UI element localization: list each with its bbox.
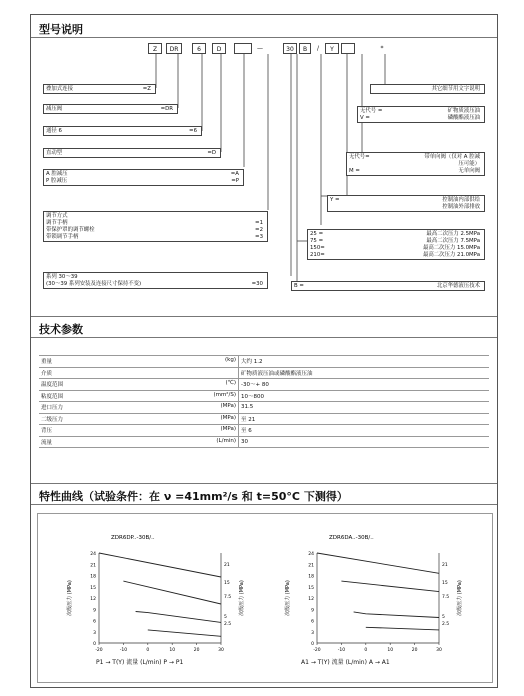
document-frame [30, 14, 498, 688]
y2-tick-label: 2.5 [224, 622, 232, 628]
code-field: D [212, 43, 226, 54]
desc-box-connection: 叠加式连接 =Z [43, 84, 156, 94]
param-name: 进口压力 [41, 405, 64, 412]
desc-box-direct: 直动型 =D [43, 148, 221, 158]
param-cell [39, 402, 239, 414]
param-name: 粘度范围 [41, 393, 64, 400]
series-line [341, 581, 439, 592]
param-name: 流量 [41, 439, 53, 446]
divider [31, 504, 497, 505]
y2-tick-label: 15 [224, 580, 230, 586]
chart-title: ZDR6DA..-30B/.. [329, 535, 374, 541]
param-value: 10～800 [239, 390, 490, 402]
x-tick-label: 20 [193, 648, 200, 653]
curves-section-title: 特性曲线（试验条件：在 ν =41mm²/s 和 t=50°C 下测得） [39, 490, 348, 503]
tech-params-table [39, 355, 489, 448]
y-tick-label: 0 [311, 642, 314, 647]
y-axis-label: 次级压力 (MPa) [285, 580, 291, 616]
desc-box-series: 系列 30～39 (30～39 系列安装及连接尺寸保持不变) =30 [43, 272, 268, 289]
y-tick-label: 12 [90, 597, 96, 602]
code-field: DR [166, 43, 182, 54]
param-value: 31.5 [239, 402, 490, 414]
table-row [39, 425, 489, 437]
y2-tick-label: 15 [442, 580, 448, 586]
series-line [148, 630, 221, 636]
param-value: 30 [239, 436, 490, 448]
chart-zdr6da [269, 525, 469, 655]
param-unit: (MPa) [220, 403, 236, 410]
y-tick-label: 9 [93, 608, 96, 614]
code-field: — [257, 45, 263, 52]
desc-box-valve-type: 减压阀 =DR [43, 104, 178, 114]
param-cell [39, 413, 239, 425]
x-tick-label: 10 [169, 648, 176, 653]
param-name: 介质 [41, 370, 53, 377]
param-value: -30～+ 80 [239, 379, 490, 391]
y2-tick-label: 7.5 [224, 595, 232, 601]
param-cell [39, 436, 239, 448]
param-unit: (kg) [225, 357, 236, 364]
x-tick-label: 0 [146, 648, 150, 653]
param-name: 重量 [41, 359, 53, 366]
table-row [39, 367, 489, 379]
param-cell [39, 379, 239, 391]
series-line [123, 581, 221, 604]
x-tick-label: 20 [411, 648, 418, 653]
y2-tick-label: 7.5 [442, 595, 450, 601]
divider [31, 337, 497, 338]
divider [31, 483, 497, 484]
y2-tick-label: 21 [442, 562, 448, 568]
param-value: 矿物质液压油或磷酸酯液压油 [239, 367, 490, 379]
y-tick-label: 3 [93, 630, 96, 636]
param-unit: (mm²/S) [213, 391, 236, 398]
table-row [39, 436, 489, 448]
y-axis-label: 次级压力 (MPa) [67, 580, 73, 616]
param-cell [39, 367, 239, 379]
table-row [39, 356, 489, 368]
table-row [39, 390, 489, 402]
param-cell [39, 425, 239, 437]
param-unit: (L/min) [216, 437, 236, 444]
x-tick-label: 10 [387, 648, 394, 653]
x-tick-label: -10 [337, 648, 346, 653]
model-section-title: 型号说明 [39, 23, 83, 36]
x-tick-label: -20 [95, 648, 103, 653]
x-tick-label: 30 [218, 648, 224, 653]
series-line [366, 627, 439, 630]
series-line [99, 553, 221, 577]
y-tick-label: 21 [90, 563, 96, 569]
param-name: 温度范围 [41, 382, 64, 389]
code-field: B [299, 43, 311, 54]
param-value: 至 6 [239, 425, 490, 437]
y-tick-label: 9 [311, 608, 314, 614]
series-line [354, 612, 439, 618]
param-value: 大约 1.2 [239, 356, 490, 368]
param-name: 背压 [41, 428, 53, 435]
desc-box-manufacturer: B = 北京华德液压技术 [291, 281, 485, 291]
y-tick-label: 24 [308, 552, 314, 557]
code-field: Z [148, 43, 162, 54]
code-field: Y [325, 43, 339, 54]
table-row [39, 379, 489, 391]
desc-box-check-valve: 无代号= 带单向阀（仅对 A 腔减 压可能） M = 无单向阀 [346, 152, 485, 176]
code-field: 6 [192, 43, 206, 54]
y-tick-label: 6 [311, 619, 314, 625]
code-field: 30 [283, 43, 297, 54]
code-field: * [380, 45, 384, 52]
desc-box-size: 通径 6 =6 [43, 126, 202, 136]
desc-box-details: 其它细节用文字说明 [370, 84, 485, 94]
y-tick-label: 15 [308, 585, 314, 591]
y2-axis-label: 次级压力 (MPa) [457, 580, 463, 616]
code-field: / [316, 45, 320, 52]
y-tick-label: 12 [308, 597, 314, 602]
x-tick-label: 0 [364, 648, 368, 653]
y-tick-label: 18 [308, 574, 314, 580]
param-unit: (MPa) [220, 426, 236, 433]
series-line [317, 553, 439, 573]
table-row [39, 413, 489, 425]
y-tick-label: 0 [93, 642, 96, 647]
right-chart-caption: A1 → T(Y) 流量 (L/min) A → A1 [301, 659, 390, 666]
chart-zdr6dp [51, 525, 251, 655]
x-tick-label: -10 [119, 648, 128, 653]
desc-box-chamber: A 腔减压 =A P 腔减压 =P [43, 169, 244, 186]
y-tick-label: 6 [93, 619, 96, 625]
y2-tick-label: 5 [224, 615, 227, 620]
param-unit: (MPa) [220, 414, 236, 421]
y2-tick-label: 5 [442, 615, 445, 620]
chart-title: ZDR6DP..-30B/.. [111, 535, 155, 541]
desc-box-fluid: 无代号 = 矿物质液压油 V = 磷酸酯液压油 [357, 106, 485, 123]
y2-tick-label: 2.5 [442, 622, 450, 628]
desc-box-adjustment: 调节方式 调节手柄 =1 带保护罩的调节螺栓 =2 带锁调节手柄 =3 [43, 211, 268, 242]
y-tick-label: 18 [90, 574, 96, 580]
y-tick-label: 21 [308, 563, 314, 569]
desc-box-pilot-oil: Y = 控制油内部供给 控制油外部排放 [327, 195, 485, 212]
table-row [39, 402, 489, 414]
param-name: 二级压力 [41, 416, 64, 423]
y-tick-label: 24 [90, 552, 96, 557]
y-tick-label: 3 [311, 630, 314, 636]
x-tick-label: 30 [436, 648, 442, 653]
param-unit: (℃) [225, 380, 236, 387]
divider [31, 316, 497, 317]
param-value: 至 21 [239, 413, 490, 425]
y-tick-label: 15 [90, 585, 96, 591]
param-cell [39, 356, 239, 368]
y2-axis-label: 次级压力 (MPa) [239, 580, 245, 616]
param-cell [39, 390, 239, 402]
series-line [136, 612, 221, 623]
y2-tick-label: 21 [224, 562, 230, 568]
x-tick-label: -20 [313, 648, 321, 653]
desc-box-pressure: 25 = 最高二次压力 2.5MPa 75 = 最高二次压力 7.5MPa 150= 最高二次压力 15.0MPa 210= 最高二次压力 21.0MPa [307, 229, 485, 260]
left-chart-caption: P1 → T(Y) 流量 (L/min) P → P1 [96, 659, 184, 666]
tech-section-title: 技术参数 [39, 323, 83, 336]
